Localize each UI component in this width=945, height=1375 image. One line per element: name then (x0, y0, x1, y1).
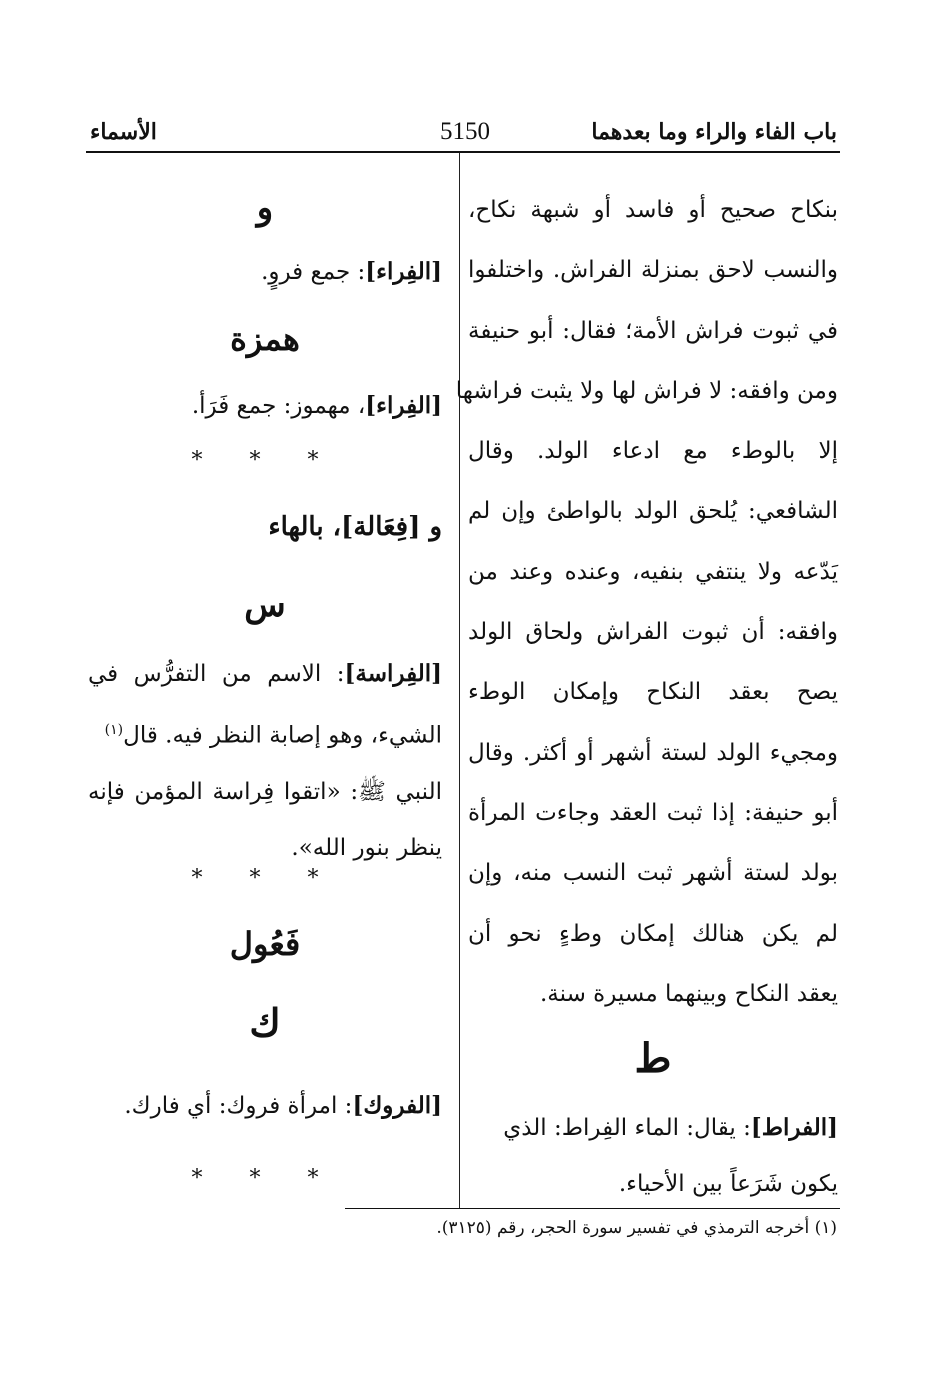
entry-text: ، مهموز: جمع فَرَأ. (191, 393, 366, 419)
entry-term: [الفروك] (352, 1092, 442, 1119)
entry-fira-hamza (88, 392, 442, 419)
letter-heading-waw: و (256, 188, 274, 228)
text-line: والنسب لاحق بمنزلة الفراش. واختلفوا (468, 257, 838, 284)
heading-fiala: و [فِعَالة]، بالهاء (268, 512, 442, 542)
entry-text: : جمع فروٍ. (261, 259, 366, 285)
entry-text: : امرأة فروك: أي فارك. (124, 1093, 353, 1119)
letter-heading-kaf: ك (249, 1000, 281, 1045)
running-head-chapter: باب الفاء والراء وما بعدهما (591, 119, 837, 145)
letter-heading-ta: ط (634, 1035, 672, 1082)
entry-text: النبي ﷺ: «اتقوا فِراسة المؤمن فإنه (88, 778, 442, 805)
text-line: في ثبوت فراش الأمة؛ فقال: أبو حنيفة (468, 317, 838, 344)
entry-text: يكون شَرَعاً بين الأحياء. (618, 1171, 838, 1197)
footnote-rule (345, 1208, 840, 1209)
entry-text: الشيء، وهو إصابة النظر فيه. قال (123, 722, 442, 749)
entry-text: ينظر بنور الله». (291, 834, 442, 861)
header-rule (86, 151, 840, 153)
text-line: ومجيء الولد لستة أشهر أو أكثر. وقال (468, 739, 838, 766)
text-line: يصح بعقد النكاح وإمكان الوطء (468, 679, 838, 706)
footnote-marker[interactable]: (١) (104, 722, 124, 738)
entry-text: : يقال: الماء الفِراط: الذي (503, 1115, 751, 1141)
running-head-section: الأسماء (90, 119, 157, 145)
text-line: أبو حنيفة: إذا ثبت العقد وجاءت المرأة (468, 799, 838, 826)
heading-fuul: فَعُول (229, 925, 301, 963)
text-line: بولد لستة أشهر ثبت النسب منه، وإن (468, 860, 838, 887)
entry-term: [الفِراء] (365, 392, 442, 419)
text-line: يعقد النكاح وبينهما مسيرة سنة. (539, 980, 838, 1007)
entry-fira (88, 258, 442, 285)
text-line: إلا بالوطء مع ادعاء الولد. وقال (468, 438, 838, 465)
heading-hamza: همزة (230, 320, 300, 358)
right-column (455, 180, 838, 1024)
text-line: بنكاح صحيح أو فاسد أو شبهة نكاح، (468, 197, 838, 223)
letter-heading-sin: س (244, 585, 286, 625)
entry-term: [الفِراسة] (344, 660, 442, 687)
entry-faruk (88, 1092, 442, 1119)
section-separator: * * * (191, 1166, 339, 1191)
entry-text: : الاسم من التفرُّس في (88, 661, 345, 687)
entry-firat (468, 1100, 838, 1212)
text-line: لم يكن هنالك إمكان وطءٍ نحو أن (468, 920, 838, 947)
section-separator: * * * (191, 448, 339, 473)
entry-term: [الفِراء] (365, 258, 442, 285)
column-divider (459, 153, 460, 1208)
entry-firasa (88, 646, 442, 876)
text-line: وافقه: أن ثبوت الفراش ولحاق الولد (468, 619, 838, 646)
entry-term: [الفراط] (750, 1114, 838, 1141)
footnote: (١) أخرجه الترمذي في تفسير سورة الحجر، رقم (٣١٢٥). (436, 1218, 837, 1238)
page-number: 5150 (440, 118, 490, 145)
text-line: الشافعي: يُلحق الولد بالواطئ وإن لم (468, 498, 838, 525)
section-separator: * * * (191, 866, 339, 891)
text-line: ومن وافقه: لا فراش لها ولا يثبت فراشها (455, 377, 838, 404)
text-line: يَدّعه ولا ينتفي بنفيه، وعنده وعند من (468, 558, 838, 585)
